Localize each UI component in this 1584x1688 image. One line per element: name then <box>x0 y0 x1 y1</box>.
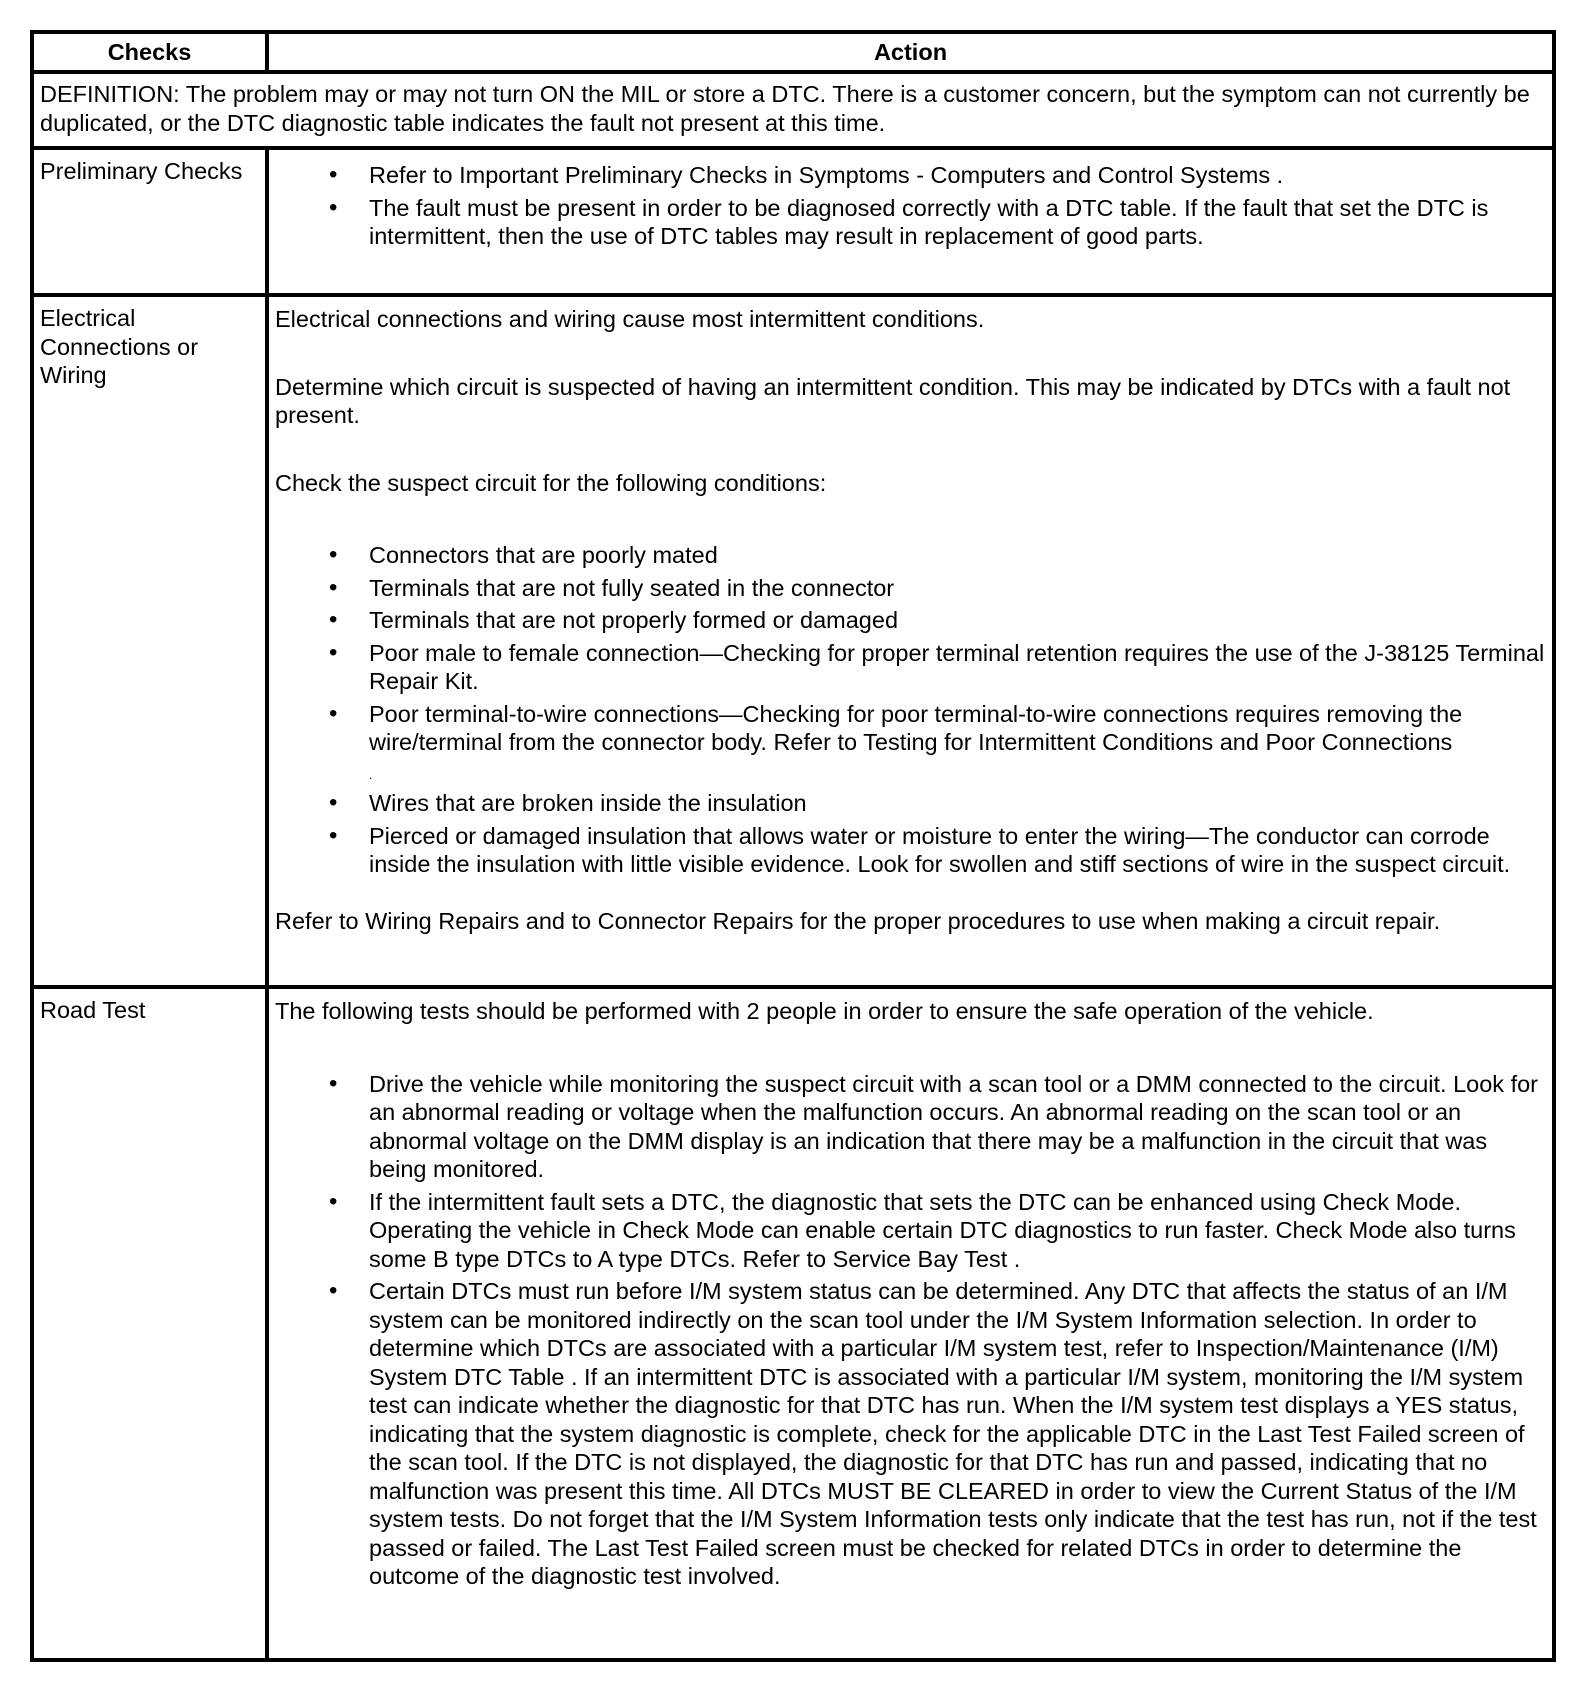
check-label: Preliminary Checks <box>32 148 267 295</box>
list-item: • Terminals that are not properly formed or damaged <box>275 606 1546 635</box>
list-item: • Drive the vehicle while monitoring the suspect circuit with a scan tool or a DMM connected to the circuit. Look for an abnormal reading or voltage when the malfunction occurs. An abnormal reading on the scan tool or an abnormal voltage on the DMM display is an indication that there may be a malfunction in the circuit that was being monitored. <box>275 1070 1546 1184</box>
list-item: • If the intermittent fault sets a DTC, the diagnostic that sets the DTC can be enhanced using Check Mode. Operating the vehicle in Check Mode can enable certain DTC diagnostics to run faster. Check Mode also turns some B type DTCs to A type DTCs. Refer to Service Bay Test . <box>275 1188 1546 1274</box>
list-item: • Certain DTCs must run before I/M system status can be determined. Any DTC that affects the status of an I/M system can be monitored indirectly on the scan tool under the I/M System Information selection. In order to determine which DTCs are associated with a particular I/M system test, refer to Inspection/Maintenance (I/M) System DTC Table . If an intermittent DTC is associated with a particular I/M system, monitoring the I/M system test can indicate whether the diagnostic for that DTC has run. When the I/M system test displays a YES status, indicating that the system diagnostic is complete, check for the applicable DTC in the Last Test Failed screen of the scan tool. If the DTC is not displayed, the diagnostic for that DTC has run and passed, indicating that no malfunction was present this time. All DTCs MUST BE CLEARED in order to view the Current Status of the I/M system tests. Do not forget that the I/M System Information tests only indicate that the test has run, not if the test passed or failed. The Last Test Failed screen must be checked for related DTCs in order to determine the outcome of the diagnostic test involved. <box>275 1277 1546 1591</box>
list-item: • Connectors that are poorly mated <box>275 541 1546 570</box>
check-label: Road Test <box>32 987 267 1660</box>
paragraph: Determine which circuit is suspected of having an intermittent condition. This may be indicated by DTCs with a fault not present. <box>275 373 1511 428</box>
paragraph: Refer to Wiring Repairs and to Connector Repairs for the proper procedures to use when making a circuit repair. <box>275 907 1441 934</box>
list-item <box>275 700 1546 786</box>
bullet-list <box>275 541 1546 879</box>
header-checks: Checks <box>32 32 267 72</box>
paragraph: The following tests should be performed with 2 people in order to ensure the safe operation of the vehicle. <box>275 998 1374 1024</box>
header-action: Action <box>267 32 1554 72</box>
list-item-text: Poor terminal-to-wire connections—Checking for poor terminal-to-wire connections requires removing the wire/terminal from the connector body. Refer to Testing for Intermittent Conditions and Poor Connections <box>369 700 1463 755</box>
list-item-trailing-period: . <box>369 767 373 782</box>
paragraph: Check the suspect circuit for the following conditions: <box>275 469 827 496</box>
table-row-road-test <box>32 987 1554 1660</box>
list-item: • Refer to Important Preliminary Checks in Symptoms - Computers and Control Systems . <box>275 161 1546 190</box>
definition-row <box>32 72 1554 148</box>
list-item: • Pierced or damaged insulation that allows water or moisture to enter the wiring—The conductor can corrode inside the insulation with little visible evidence. Look for swollen and stiff sections of wire in the suspect circuit. <box>275 822 1546 879</box>
list-item: • Wires that are broken inside the insulation <box>275 789 1546 818</box>
list-item: • Poor male to female connection—Checking for proper terminal retention requires the use of the J-38125 Terminal Repair Kit. <box>275 639 1546 696</box>
table-row-electrical-connections <box>32 295 1554 987</box>
action-cell <box>267 295 1554 987</box>
diagnostic-table <box>30 30 1556 1662</box>
bullet-list <box>275 161 1546 251</box>
header-row <box>32 32 1554 72</box>
definition-text: DEFINITION: The problem may or may not turn ON the MIL or store a DTC. There is a customer concern, but the symptom can not currently be duplicated, or the DTC diagnostic table indicates the fault not present at this time. <box>32 72 1554 148</box>
list-item: • Terminals that are not fully seated in the connector <box>275 574 1546 603</box>
paragraph: Electrical connections and wiring cause most intermittent conditions. <box>275 306 985 332</box>
bullet-list <box>275 1070 1546 1591</box>
check-label: Electrical Connections or Wiring <box>32 295 267 987</box>
table-row-preliminary-checks <box>32 148 1554 295</box>
list-item: • The fault must be present in order to be diagnosed correctly with a DTC table. If the fault that set the DTC is intermittent, then the use of DTC tables may result in replacement of good parts. <box>275 194 1546 251</box>
action-cell <box>267 987 1554 1660</box>
action-cell <box>267 148 1554 295</box>
